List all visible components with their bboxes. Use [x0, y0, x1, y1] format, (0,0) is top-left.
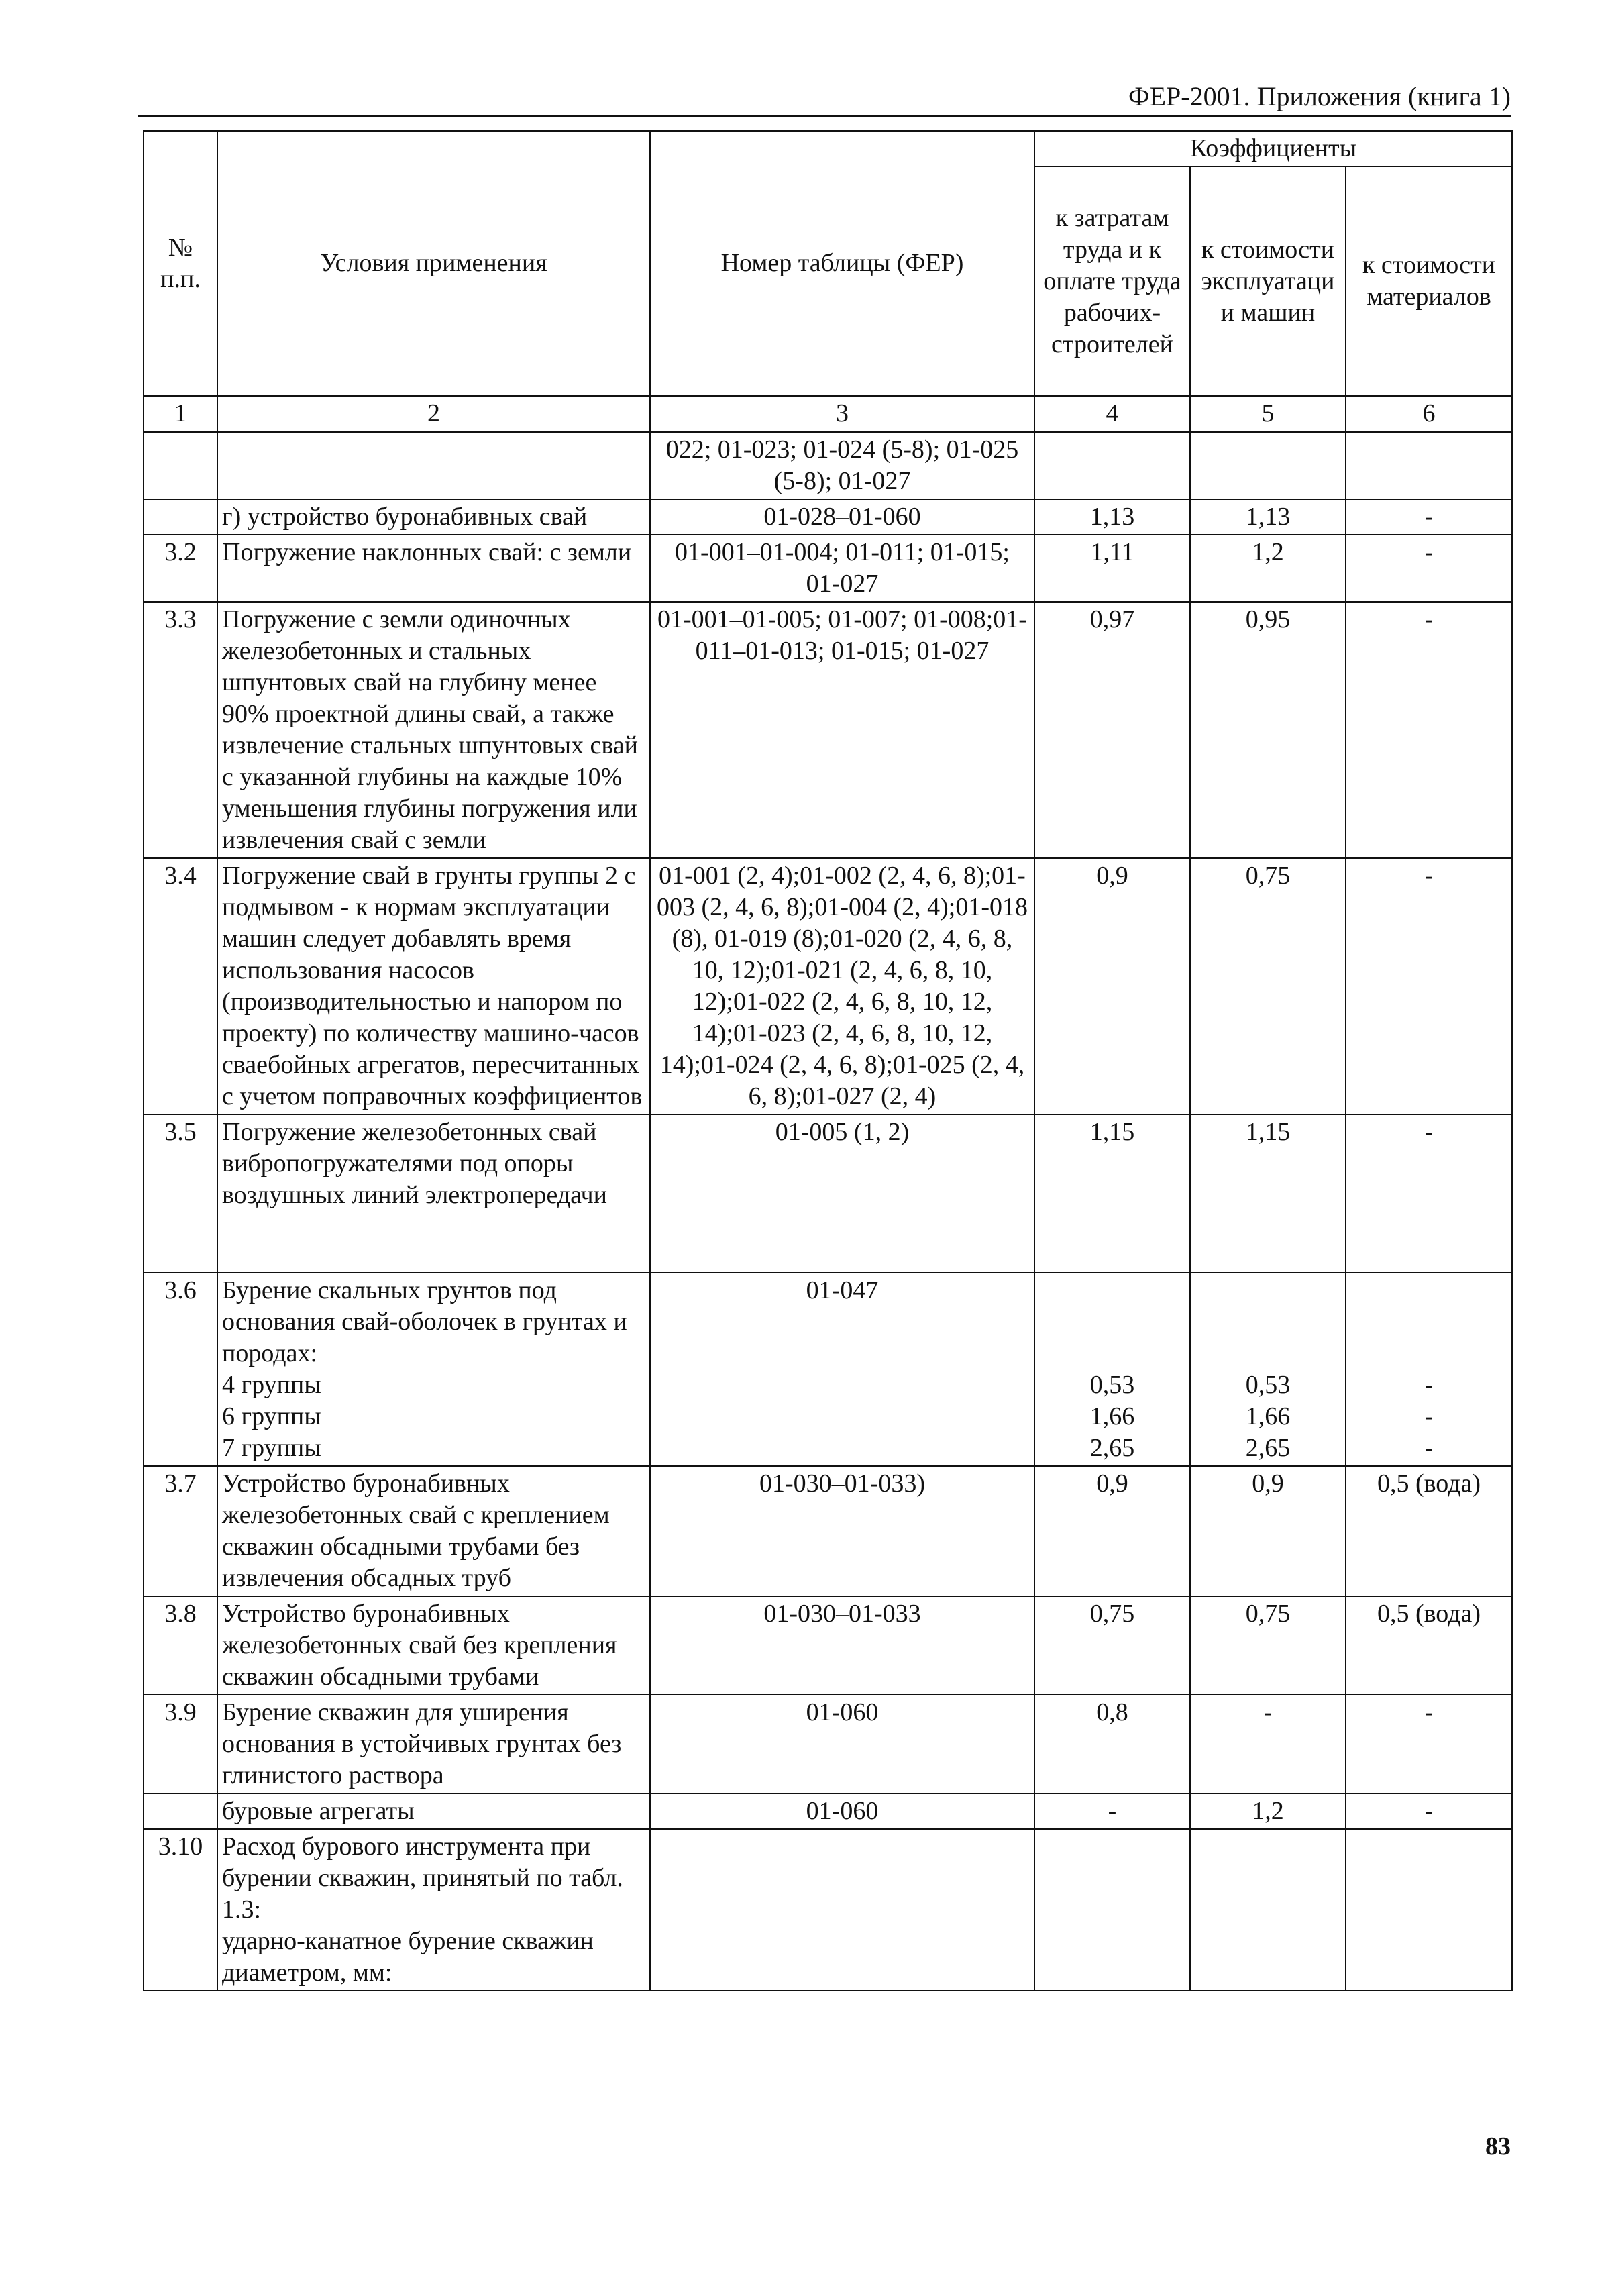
row-coef-machines: 1,15 — [1190, 1114, 1346, 1273]
row-condition: г) устройство буронабивных свай — [217, 499, 650, 535]
table-row — [144, 858, 1512, 1114]
row-condition: Устройство буронабивных железобетонных свай без крепления скважин обсадными трубами — [217, 1596, 650, 1695]
col-number: 2 — [217, 396, 650, 432]
row-condition: Расход бурового инструмента при бурении скважин, принятый по табл. 1.3: — [222, 1832, 623, 1924]
row-condition: Бурение скважин для уширения основания в устойчивых грунтах без глинистого раствора — [217, 1695, 650, 1793]
table-row — [144, 535, 1512, 602]
document-header-title: ФЕР-2001. Приложения (книга 1) — [1128, 81, 1511, 111]
row-number: 3.3 — [144, 602, 217, 858]
row-coef-machines-group — [1190, 1273, 1346, 1466]
col-header-machines: к стоимости эксплуатаци и машин — [1190, 166, 1346, 396]
row-number — [144, 1793, 217, 1829]
row-table-number: 01-028–01-060 — [650, 499, 1034, 535]
row-coef-labor: 1,15 — [1034, 1114, 1190, 1273]
col-header-table-number: Номер таблицы (ФЕР) — [650, 131, 1034, 396]
row-condition: Погружение с земли одиночных железобетонных и стальных шпунтовых свай на глубину менее 90% проектной длины свай, а также извлечение стальных шпунтовых свай с указанной глубины на каждые 10% уменьшения глубины погружения или извлечения свай с земли — [217, 602, 650, 858]
coefficients-table — [143, 130, 1513, 1991]
col-header-labor: к затратам труда и к оплате труда рабочих-строителей — [1034, 166, 1190, 396]
row-coef-labor: 0,9 — [1034, 1466, 1190, 1596]
row-coef-machines: 0,95 — [1190, 602, 1346, 858]
row-coef-materials — [1346, 432, 1512, 499]
row-coef-machines — [1190, 1829, 1346, 1991]
row-table-number: 01-060 — [650, 1793, 1034, 1829]
row-coef-materials — [1346, 1829, 1512, 1991]
row-number: 3.4 — [144, 858, 217, 1114]
row-coef-labor: 0,9 — [1034, 858, 1190, 1114]
row-condition: Бурение скальных грунтов под основания свай-оболочек в грунтах и породах: — [222, 1276, 627, 1367]
col-number: 1 — [144, 396, 217, 432]
row-condition: Погружение железобетонных свай вибропогружателями под опоры воздушных линий электропередачи — [217, 1114, 650, 1273]
row-table-number: 022; 01-023; 01-024 (5-8); 01-025 (5-8); 01-027 — [650, 432, 1034, 499]
row-condition: Погружение свай в грунты группы 2 с подмывом - к нормам эксплуатации машин следует добавлять время использования насосов (производительностью и напором по проекту) по количеству машино-часов сваебойных агрегатов, пересчитанных с учетом поправочных коэффициентов — [217, 858, 650, 1114]
row-condition-group — [217, 1273, 650, 1466]
row-number: 3.9 — [144, 1695, 217, 1793]
table-row — [144, 602, 1512, 858]
row-coef-materials: - — [1346, 535, 1512, 602]
row-coef-labor: 0,8 — [1034, 1695, 1190, 1793]
table-row — [144, 1596, 1512, 1695]
row-coef-labor: 0,53 — [1089, 1371, 1135, 1399]
row-coef-labor — [1034, 1829, 1190, 1991]
row-table-number: 01-060 — [650, 1695, 1034, 1793]
row-coef-machines — [1190, 432, 1346, 499]
row-coef-materials: - — [1346, 1114, 1512, 1273]
row-number — [144, 499, 217, 535]
table-row — [144, 1466, 1512, 1596]
row-coef-materials: - — [1346, 1793, 1512, 1829]
row-number: 3.7 — [144, 1466, 217, 1596]
row-coef-machines: 0,53 — [1245, 1371, 1291, 1399]
col-number: 3 — [650, 396, 1034, 432]
row-coef-labor: - — [1034, 1793, 1190, 1829]
row-coef-machines: - — [1190, 1695, 1346, 1793]
table-row — [144, 1829, 1512, 1991]
row-coef-materials: - — [1424, 1402, 1434, 1430]
row-table-number: 01-047 — [650, 1273, 1034, 1466]
table-row — [144, 1273, 1512, 1466]
row-coef-machines: 1,2 — [1190, 1793, 1346, 1829]
table-row — [144, 1114, 1512, 1273]
col-header-conditions: Условия применения — [217, 131, 650, 396]
row-sub-condition: ударно-канатное бурение скважин диаметром, мм: — [222, 1927, 594, 1987]
row-condition-group — [217, 1829, 650, 1991]
row-condition — [217, 432, 650, 499]
row-condition: буровые агрегаты — [217, 1793, 650, 1829]
row-table-number — [650, 1829, 1034, 1991]
row-coef-machines: 1,66 — [1245, 1402, 1291, 1430]
row-sub-condition: 7 группы — [222, 1434, 321, 1462]
row-coef-materials: - — [1346, 499, 1512, 535]
col-header-materials: к стоимости материалов — [1346, 166, 1512, 396]
table-row — [144, 499, 1512, 535]
row-coef-materials: - — [1424, 1371, 1434, 1399]
row-coef-materials: - — [1346, 858, 1512, 1114]
row-coef-machines: 1,13 — [1190, 499, 1346, 535]
row-coef-materials: - — [1346, 602, 1512, 858]
row-coef-materials-group — [1346, 1273, 1512, 1466]
row-sub-condition: 4 группы — [222, 1371, 321, 1399]
column-numbering-row — [144, 396, 1512, 432]
row-coef-machines: 0,9 — [1190, 1466, 1346, 1596]
row-number: 3.10 — [144, 1829, 217, 1991]
row-table-number: 01-030–01-033 — [650, 1596, 1034, 1695]
table-header-row-1 — [144, 131, 1512, 166]
row-table-number: 01-005 (1, 2) — [650, 1114, 1034, 1273]
row-coef-materials: 0,5 (вода) — [1346, 1596, 1512, 1695]
table-row — [144, 432, 1512, 499]
page-number: 83 — [1485, 2132, 1511, 2160]
row-number: 3.6 — [144, 1273, 217, 1466]
col-header-no: № п.п. — [144, 131, 217, 396]
row-coef-machines: 0,75 — [1190, 858, 1346, 1114]
row-condition: Погружение наклонных свай: с земли — [217, 535, 650, 602]
row-coef-labor-group — [1034, 1273, 1190, 1466]
row-number: 3.8 — [144, 1596, 217, 1695]
header-divider — [138, 115, 1511, 117]
row-coef-machines: 2,65 — [1245, 1434, 1291, 1462]
row-table-number: 01-030–01-033) — [650, 1466, 1034, 1596]
row-number: 3.5 — [144, 1114, 217, 1273]
row-coef-materials: 0,5 (вода) — [1346, 1466, 1512, 1596]
row-coef-labor: 1,66 — [1089, 1402, 1135, 1430]
row-table-number: 01-001–01-005; 01-007; 01-008;01-011–01-013; 01-015; 01-027 — [650, 602, 1034, 858]
row-table-number: 01-001–01-004; 01-011; 01-015; 01-027 — [650, 535, 1034, 602]
col-number: 6 — [1346, 396, 1512, 432]
row-table-number: 01-001 (2, 4);01-002 (2, 4, 6, 8);01-003 (2, 4, 6, 8);01-004 (2, 4);01-018 (8), 01-019 (8);01-020 (2, 4, 6, 8, 10, 12);01-021 (2, 4, 6, 8, 10, 12);01-022 (2, 4, 6, 8, 10, 12, 14);01-023 (2, 4, 6, 8, 10, 12, 14);01-024 (2, 4, 6, 8);01-025 (2, 4, 6, 8);01-027 (2, 4) — [650, 858, 1034, 1114]
col-number: 4 — [1034, 396, 1190, 432]
row-coef-materials: - — [1424, 1434, 1434, 1462]
row-number: 3.2 — [144, 535, 217, 602]
col-header-coefficients: Коэффициенты — [1034, 131, 1512, 166]
row-coef-labor: 0,97 — [1034, 602, 1190, 858]
row-coef-materials: - — [1346, 1695, 1512, 1793]
col-number: 5 — [1190, 396, 1346, 432]
table-row — [144, 1793, 1512, 1829]
row-coef-machines: 1,2 — [1190, 535, 1346, 602]
row-coef-labor — [1034, 432, 1190, 499]
row-number — [144, 432, 217, 499]
row-coef-labor: 0,75 — [1034, 1596, 1190, 1695]
row-coef-labor: 1,11 — [1034, 535, 1190, 602]
row-coef-machines: 0,75 — [1190, 1596, 1346, 1695]
row-sub-condition: 6 группы — [222, 1402, 321, 1430]
row-coef-labor: 2,65 — [1089, 1434, 1135, 1462]
row-condition: Устройство буронабивных железобетонных свай с креплением скважин обсадными трубами без извлечения обсадных труб — [217, 1466, 650, 1596]
row-coef-labor: 1,13 — [1034, 499, 1190, 535]
table-row — [144, 1695, 1512, 1793]
